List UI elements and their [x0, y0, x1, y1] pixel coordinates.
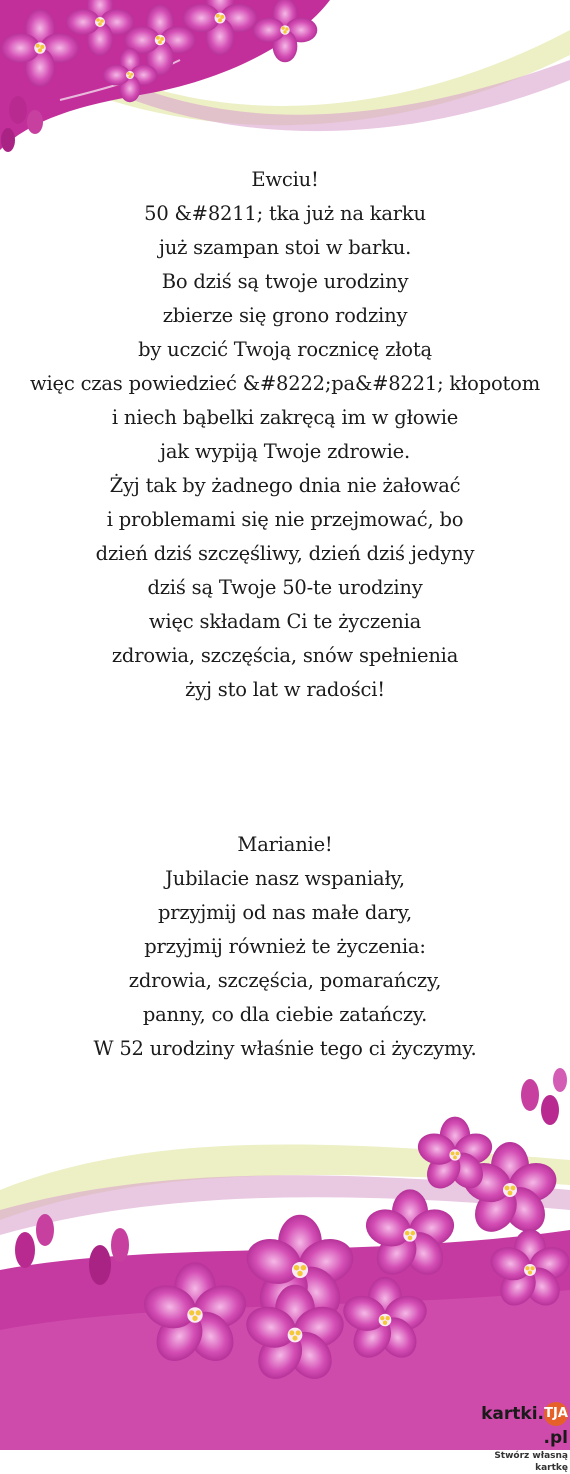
poem-line: więc składam Ci te życzenia — [148, 610, 422, 633]
kartki-tja-logo[interactable] — [460, 1402, 568, 1473]
poem-line: dziś są Twoje 50-te urodziny — [147, 576, 423, 599]
poem-line: więc czas powiedzieć &#8222;pa&#8221; kłopotom — [29, 372, 541, 395]
poem-line: dzień dziś szczęśliwy, dzień dziś jedyny — [95, 542, 475, 565]
poem-line: panny, co dla ciebie zatańczy. — [142, 1003, 428, 1026]
bottom-floral-decoration — [0, 1070, 570, 1450]
poem-line: jak wypiją Twoje zdrowie. — [160, 440, 410, 463]
poem-marianie — [0, 828, 570, 1066]
poem-line: Ewciu! — [251, 168, 319, 191]
logo-prefix: kartki. — [481, 1404, 544, 1424]
poem-line: zbierze się grono rodziny — [162, 304, 408, 327]
poem-line: 50 &#8211; tka już na karku — [144, 202, 426, 225]
poem-line: przyjmij od nas małe dary, — [158, 901, 412, 924]
poem-line: żyj sto lat w radości! — [185, 678, 385, 701]
poem-line: Jubilacie nasz wspaniały, — [165, 867, 405, 890]
poem-line: Marianie! — [237, 833, 333, 856]
poem-line: Żyj tak by żadnego dnia nie żałować — [109, 474, 461, 497]
poem-line: i niech bąbelki zakręcą im w głowie — [111, 406, 459, 429]
poem-line: przyjmij również te życzenia: — [144, 935, 426, 958]
logo-wordmark — [460, 1402, 568, 1450]
poem-line: by uczcić Twoją rocznicę złotą — [138, 338, 432, 361]
poem-line: zdrowia, szczęścia, snów spełnienia — [111, 644, 459, 667]
top-floral-decoration — [0, 0, 570, 175]
logo-badge: TJA — [544, 1402, 568, 1426]
logo-tagline: Stwórz własną kartkę — [494, 1451, 568, 1473]
poem-ewciu — [0, 163, 570, 707]
poem-line: już szampan stoi w barku. — [158, 236, 412, 259]
poem-line: W 52 urodziny właśnie tego ci życzymy. — [93, 1037, 477, 1060]
logo-suffix: .pl — [543, 1428, 568, 1448]
poem-line: Bo dziś są twoje urodziny — [161, 270, 409, 293]
poem-line: zdrowia, szczęścia, pomarańczy, — [128, 969, 442, 992]
poem-line: i problemami się nie przejmować, bo — [106, 508, 464, 531]
